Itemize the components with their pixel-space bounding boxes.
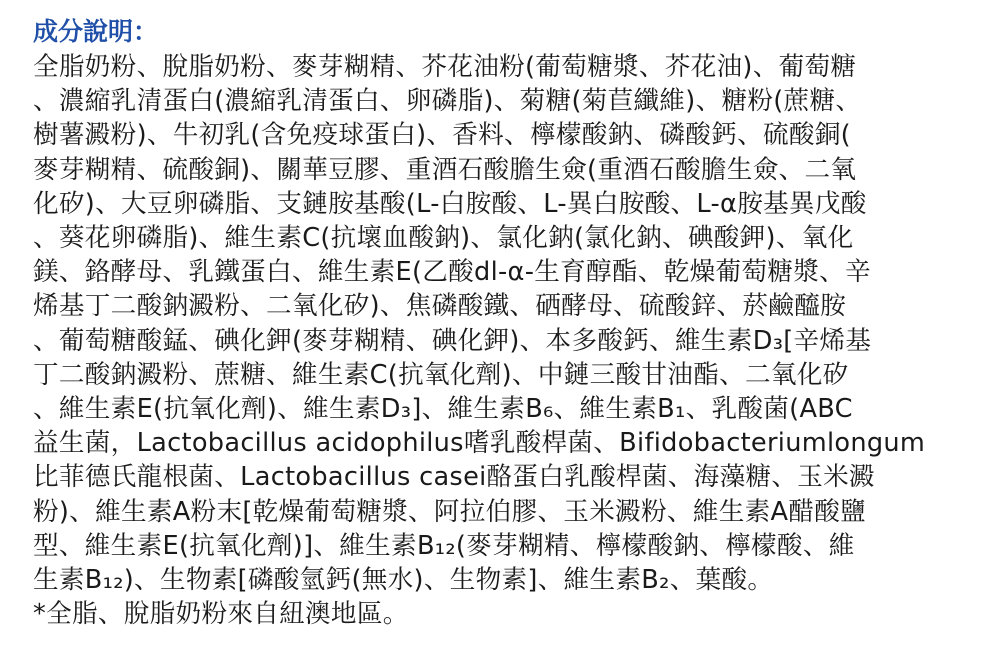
ingredient-line: 益生菌，Lactobacillus acidophilus嗜乳酸桿菌、Bifidobacteriumlongum [33, 428, 926, 459]
ingredient-line: 型、維生素E(抗氧化劑)]、維生素B₁₂(麥芽糊精、檸檬酸鈉、檸檬酸、維 [33, 530, 855, 561]
ingredient-line: 麥芽糊精、硫酸銅)、關華豆膠、重酒石酸膽生僉(重酒石酸膽生僉、二氧 [33, 154, 857, 185]
ingredient-line: 丁二酸鈉澱粉、蔗糖、維生素C(抗氧化劑)、中鏈三酸甘油酯、二氧化矽 [33, 359, 849, 390]
ingredient-description [33, 14, 973, 631]
ingredient-line: 比菲德氏龍根菌、Lactobacillus casei酪蛋白乳酸桿菌、海藻糖、玉米澱 [33, 462, 875, 493]
ingredient-line: 化矽)、大豆卵磷脂、支鏈胺基酸(L-白胺酸、L-異白胺酸、L-α胺基異戊酸 [33, 188, 867, 219]
ingredient-line: 鎂、鉻酵母、乳鐵蛋白、維生素E(乙酸dl-α-生育醇酯、乾燥葡萄糖漿、辛 [33, 257, 871, 288]
ingredient-line: 、葵花卵磷脂)、維生素C(抗壞血酸鈉)、氯化鈉(氯化鈉、碘酸鉀)、氧化 [33, 223, 854, 254]
ingredient-list [33, 50, 973, 597]
ingredient-line: 、濃縮乳清蛋白(濃縮乳清蛋白、卵磷脂)、菊糖(菊苣纖維)、糖粉(蔗糖、 [33, 86, 862, 117]
ingredient-line: 、維生素E(抗氧化劑)、維生素D₃]、維生素B₆、維生素B₁、乳酸菌(ABC [33, 394, 853, 425]
ingredient-line: 樹薯澱粉)、牛初乳(含免疫球蛋白)、香料、檸檬酸鈉、磷酸鈣、硫酸銅( [33, 120, 851, 151]
section-heading: 成分說明： [33, 17, 159, 46]
ingredient-line: 生素B₁₂)、生物素[磷酸氫鈣(無水)、生物素]、維生素B₂、葉酸。 [33, 565, 774, 596]
ingredient-line: 全脂奶粉、脫脂奶粉、麥芽糊精、芥花油粉(葡萄糖漿、芥花油)、葡萄糖 [33, 52, 857, 82]
ingredient-line: 烯基丁二酸鈉澱粉、二氧化矽)、焦磷酸鐵、硒酵母、硫酸鋅、菸鹼醯胺 [33, 291, 846, 322]
ingredient-line: 粉)、維生素A粉末[乾燥葡萄糖漿、阿拉伯膠、玉米澱粉、維生素A醋酸鹽 [33, 496, 866, 527]
ingredient-line: 、葡萄糖酸錳、碘化鉀(麥芽糊精、碘化鉀)、本多酸鈣、維生素D₃[辛烯基 [33, 325, 872, 356]
origin-footnote: *全脂、脫脂奶粉來自紐澳地區。 [33, 599, 409, 630]
